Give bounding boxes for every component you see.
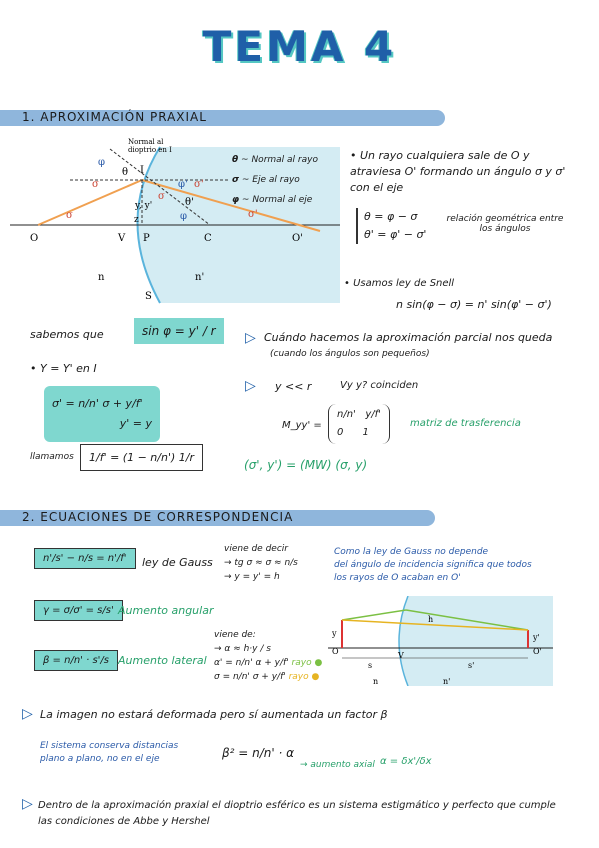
arrow-icon: ▷ [245,378,256,394]
ray-text-3: con el eje [350,181,404,194]
gauss-note: Como la ley de Gauss no depende del ángulo de incidencia significa que todos los rayos de O acaban en O' [334,547,532,583]
system-eq-1: σ' = n/n' σ + y/f' [52,397,143,410]
svg-text:O: O [332,647,339,656]
label-z: z [134,215,139,225]
coinciden-text: Vy y? coinciden [340,380,419,391]
section-1-heading: 1. APROXIMACIÓN PRAXIAL [22,110,207,124]
svg-text:y': y' [533,633,540,642]
angle-sigma-prime-a: σ' [194,179,204,190]
angle-theta: θ [122,167,129,178]
angle-legend [232,150,318,210]
angle-sigma-b: σ [66,210,73,221]
system-equations [44,386,160,442]
sin-equation: sin φ = y' / r [134,318,224,344]
svg-text:n': n' [443,677,451,686]
gamma-equation: γ = σ/σ' = s/s' [34,600,123,621]
svg-text:h: h [428,615,434,624]
angle-relations [356,208,426,244]
point-s: S [145,291,152,302]
incident-ray [38,180,142,225]
snell-equation: n sin(φ − σ) = n' sin(φ' − σ') [396,298,552,311]
imagen-text: La imagen no estará deformada pero sí aumentada un factor β [40,708,388,721]
svg-text:s': s' [468,661,475,670]
arrow-icon: ▷ [245,330,256,346]
label-n-prime: n' [195,272,205,283]
legend-item-theta: θ ~ Normal al rayo [232,155,318,165]
llamamos-text: llamamos [30,452,74,462]
ray-text-2: atraviesa O' formando un ángulo σ y σ' [350,165,566,178]
page-title: TEMA 4 [202,22,397,71]
gauss-equation: n'/s' − n/s = n'/f' [34,548,136,569]
relation-note: relación geométrica entre los ángulos [446,214,564,234]
svg-text:n: n [373,677,379,686]
svg-text:O': O' [533,647,542,656]
svg-text:s: s [368,661,373,670]
arrow-icon: ▷ [22,796,33,812]
axial-label: → aumento axial [300,760,375,770]
angle-theta-prime: θ' [185,197,194,208]
label-yy: y, y' [135,201,153,211]
legend-item-phi: φ ~ Normal al eje [232,195,313,205]
sistema-note: El sistema conserva distancias plano a plano, no en el eje [40,741,179,764]
point-v: V [118,233,126,244]
vector-equation: (σ', y') = (MW) (σ, y) [244,458,368,472]
snell-intro: • Usamos ley de Snell [344,278,455,289]
point-c: C [204,233,212,244]
gauss-label: ley de Gauss [142,556,213,569]
point-o-prime: O' [292,233,303,244]
gamma-label: Aumento angular [118,604,214,617]
angle-phi-prime: φ' [178,179,188,190]
yy-equation: • Y = Y' en I [30,362,97,375]
beta-equation: β = n/n' · s'/s [34,650,118,671]
point-o: O [30,233,39,244]
angle-phi-b: φ [180,211,188,222]
normal-label-2: dioptrio en I [128,146,172,154]
angle-sigma-c: σ [158,191,165,202]
point-i: I [140,165,144,176]
point-p: P [143,233,150,244]
matrix-description: matriz de trasferencia [410,418,521,429]
arrow-icon: ▷ [22,706,33,722]
beta-label: Aumento lateral [118,654,207,667]
gauss-diagram [328,596,553,686]
paraxial-note: Cuándo hacemos la aproximación parcial nos queda (cuando los ángulos son pequeños) [264,331,553,359]
svg-text:V: V [398,651,404,660]
beta-squared-equation: β² = n/n' · α [222,746,295,760]
normal-label-1: Normal al [128,138,164,146]
legend-item-sigma: σ ~ Eje al rayo [232,175,300,185]
system-eq-2: y' = y [119,417,152,430]
svg-text:y: y [332,629,337,638]
ray-description [350,148,595,196]
ray-text-1: • Un rayo cualquiera sale de O y [350,149,530,162]
transfer-matrix: n/n' y/f' 0 1 [328,404,390,444]
viene-decir: viene de decir → tg σ ≈ σ ≈ n/s → y = y' = h [224,544,298,582]
small-y-condition: y << r [275,380,312,393]
focal-equation: 1/f' = (1 − n/n') 1/r [80,444,203,471]
angle-phi: φ [98,157,106,168]
sabemos-text: sabemos que [30,328,104,341]
angle-sigma-prime-b: σ' [248,209,258,220]
label-n: n [98,272,105,283]
relation-eq-2: θ' = φ' − σ' [364,228,427,241]
viene-de: viene de: → α ≈ h·y / s α' = n/n' α + y/f' rayo ● σ = n/n' σ + y/f' rayo ● [214,630,323,682]
relation-eq-1: θ = φ − σ [364,210,418,223]
matrix-label: M_yy' = [282,420,322,431]
axial-equation: α = δx'/δx [380,756,432,767]
angle-sigma-a: σ [92,179,99,190]
final-conclusion: Dentro de la aproximación praxial el dioptrio esférico es un sistema estigmático y perfecto que cumple las condiciones de Abbe y Hershel [38,800,556,827]
section-2-heading: 2. ECUACIONES DE CORRESPONDENCIA [22,510,294,524]
